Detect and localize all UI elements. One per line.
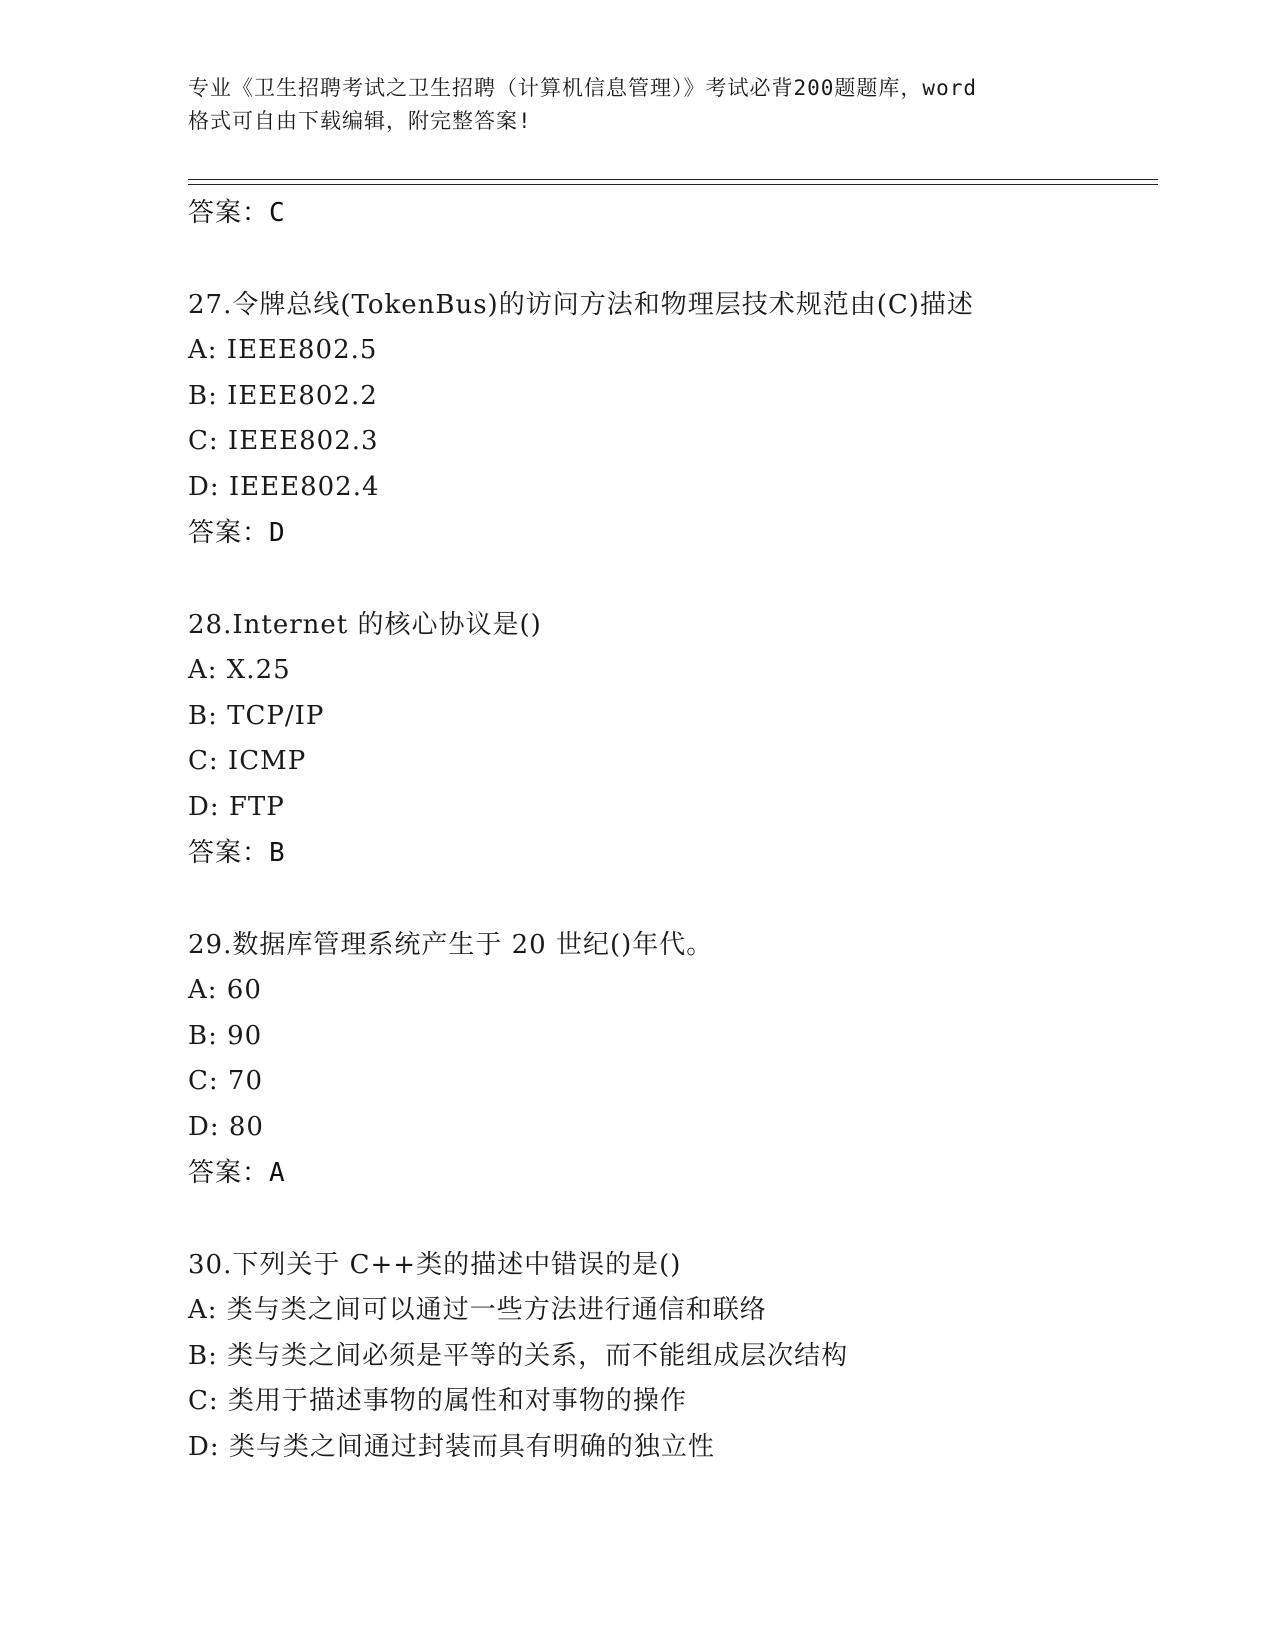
option-c: C: ICMP [188, 746, 307, 776]
header-line-1: 专业《卫生招聘考试之卫生招聘（计算机信息管理）》考试必背200题题库，word [188, 76, 977, 100]
option-d: D: FTP [188, 791, 285, 822]
question-stem: 28.Internet 的核心协议是() [188, 610, 542, 640]
option-a: A: 60 [188, 975, 262, 1005]
option-c: C: 70 [188, 1066, 264, 1096]
header-line-2: 格式可自由下载编辑，附完整答案! [188, 109, 532, 133]
answer-line: 答案：C [188, 198, 286, 228]
spacer [188, 236, 1148, 282]
header-divider-bottom [188, 184, 1158, 185]
header-divider-top [188, 179, 1158, 180]
spacer [188, 1196, 1148, 1242]
option-b: B: TCP/IP [188, 700, 325, 731]
question-list [188, 190, 1148, 1470]
spacer [188, 876, 1148, 922]
question-27 [188, 282, 1148, 556]
option-b: B: 90 [188, 1020, 263, 1051]
option-d: D: IEEE802.4 [188, 471, 380, 502]
answer-line: 答案：A [188, 1158, 286, 1188]
option-d: D: 类与类之间通过封装而具有明确的独立性 [188, 1431, 715, 1462]
option-c: C: 类用于描述事物的属性和对事物的操作 [188, 1386, 687, 1416]
answer-line: 答案：B [188, 838, 286, 868]
option-a: A: 类与类之间可以通过一些方法进行通信和联络 [188, 1295, 767, 1325]
option-a: A: IEEE802.5 [188, 335, 378, 365]
question-stem: 30.下列关于 C++类的描述中错误的是() [188, 1250, 682, 1280]
question-stem: 27.令牌总线(TokenBus)的访问方法和物理层技术规范由(C)描述 [188, 290, 974, 320]
document-header [188, 72, 1088, 138]
answer-line: 答案：D [188, 518, 286, 548]
option-b: B: 类与类之间必须是平等的关系，而不能组成层次结构 [188, 1340, 849, 1371]
question-28 [188, 602, 1148, 876]
spacer [188, 556, 1148, 602]
question-30 [188, 1242, 1148, 1470]
option-d: D: 80 [188, 1111, 264, 1142]
option-b: B: IEEE802.2 [188, 380, 378, 411]
option-c: C: IEEE802.3 [188, 426, 379, 456]
question-stem: 29.数据库管理系统产生于 20 世纪()年代。 [188, 930, 714, 960]
question-29 [188, 922, 1148, 1196]
option-a: A: X.25 [188, 655, 291, 685]
